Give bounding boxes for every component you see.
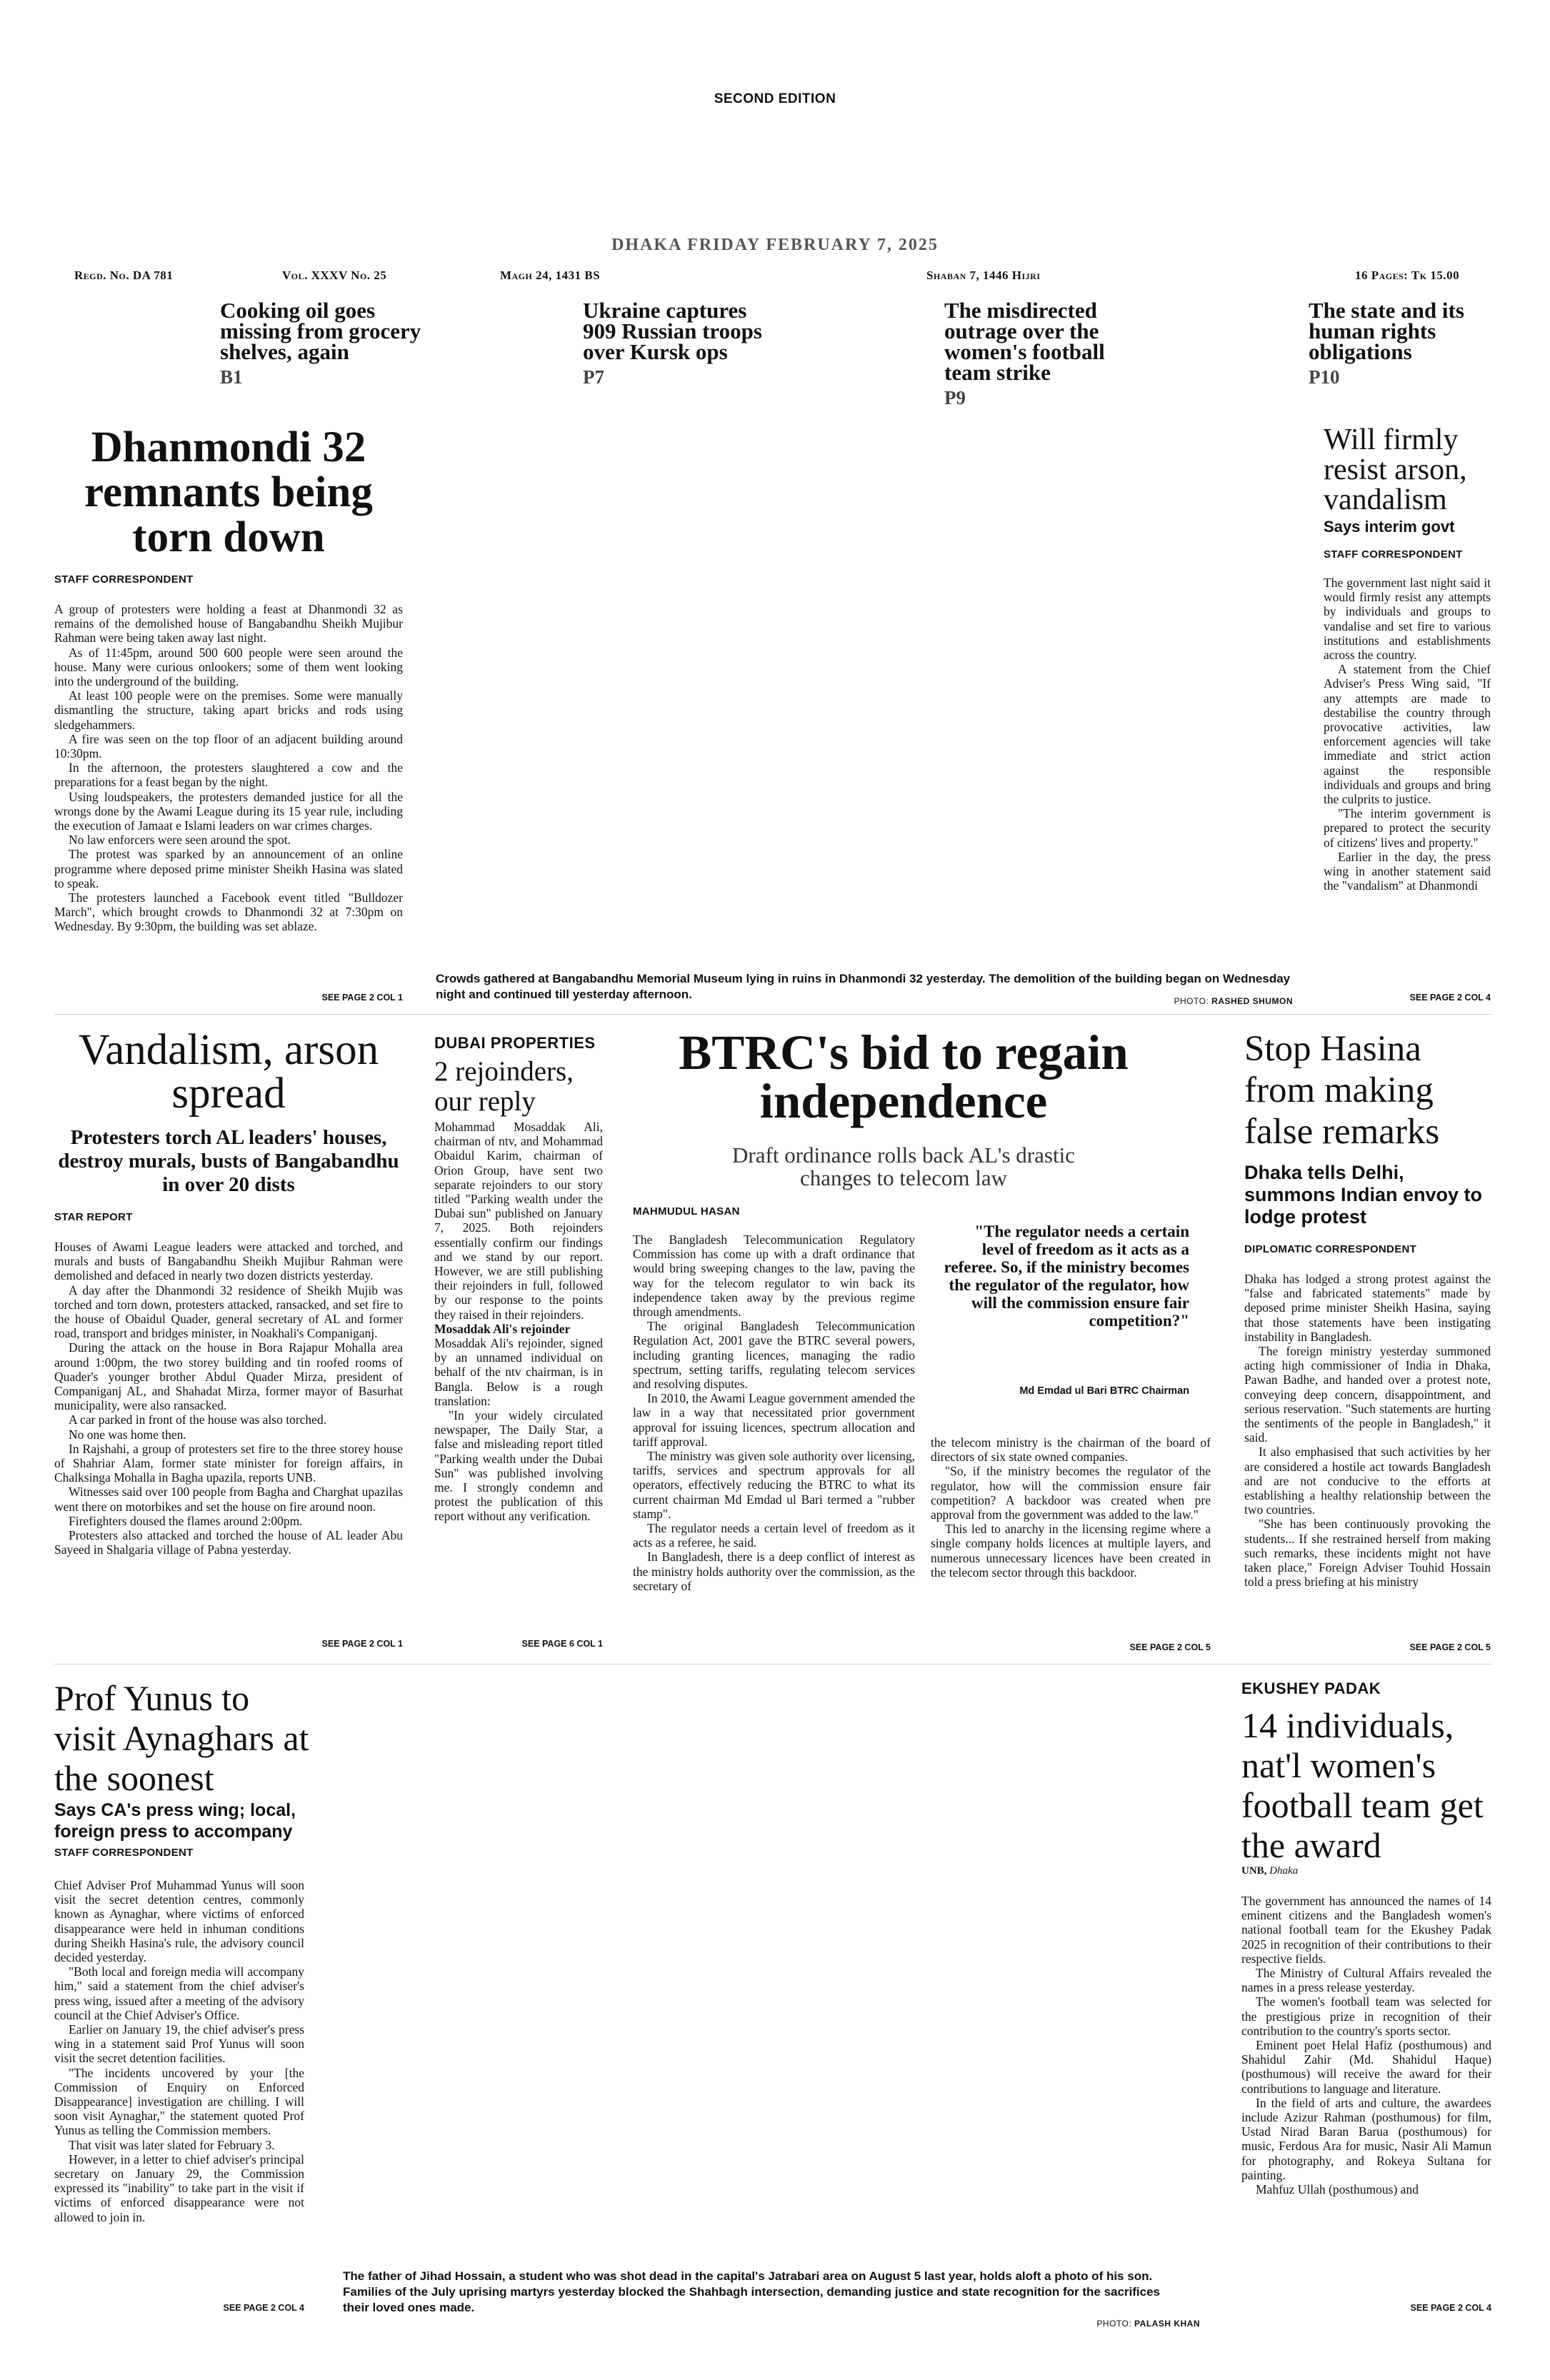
paragraph: Witnesses said over 100 people from Bagha and Charghat upazilas went there on motorbikes and set the house on fire around noon.	[54, 1485, 403, 1514]
teaser-page: P10	[1309, 366, 1340, 388]
paragraph: "So, if the ministry becomes the regulator of the regulator, how will the commission ensure fair competition? A backdoor was created when pre approval from the government was added to the law."	[931, 1464, 1211, 1522]
paragraph: The government has announced the names of 14 eminent citizens and the Bangladesh women's national football team for the Ekushey Padak 2025 in recognition of their contributions to their respective fields.	[1241, 1894, 1491, 1966]
yunus-byline: STAFF CORRESPONDENT	[54, 1847, 194, 1859]
paragraph: "In your widely circulated newspaper, The Daily Star, a false and misleading report titled "Parking wealth under the Dubai Sun" was published involving me. I strongly condemn and protest the publication of this report without any verification.	[434, 1408, 603, 1524]
dubai-body	[434, 1120, 603, 1524]
lead-byline: STAFF CORRESPONDENT	[54, 573, 194, 586]
arson-headline[interactable]: Will firmly resist arson, vandalism	[1324, 423, 1467, 516]
hasina-deck: Dhaka tells Delhi, summons Indian envoy to lodge protest	[1244, 1162, 1483, 1227]
photo-credit-name: RASHED SHUMON	[1211, 996, 1293, 1006]
btrc-jump-link[interactable]: SEE PAGE 2 COL 5	[1129, 1642, 1211, 1652]
hasina-byline: DIPLOMATIC CORRESPONDENT	[1244, 1243, 1417, 1255]
paragraph: The regulator needs a certain level of freedom as it acts as a referee, he said.	[633, 1521, 915, 1550]
teaser-title: The misdirected outrage over the women's football team strike	[944, 298, 1105, 385]
paragraph: "Both local and foreign media will accompany him," said a statement from the chief adviser's press wing, issued after a meeting of the advisory council at the Chief Adviser's Office.	[54, 1964, 304, 2022]
paragraph: The Ministry of Cultural Affairs revealed the names in a press release yesterday.	[1241, 1966, 1491, 1995]
paragraph: Mahfuz Ullah (posthumous) and	[1256, 2182, 1419, 2197]
dubai-jump-link[interactable]: SEE PAGE 6 COL 1	[521, 1639, 603, 1649]
paragraph: Dhaka has lodged a strong protest against the "false and fabricated statements" made by deposed prime minister Sheikh Hasina, saying that those statements have been instigating instability in Bangladesh.	[1244, 1272, 1491, 1344]
yunus-deck: Says CA's press wing; local, foreign press to accompany	[54, 1800, 296, 1842]
photo-credit-name: PALASH KHAN	[1134, 2319, 1200, 2329]
paragraph: This led to anarchy in the licensing regime where a single company holds licences at multiple layers, and numerous unnecessary licences have been created in the telecom sector through this backdoor.	[931, 1522, 1211, 1580]
paragraph: However, in a letter to chief adviser's principal secretary on January 29, the Commission expressed its "inability" to take part in the visit if victims of enforced disappearance were not allowed to join in.	[54, 2151, 304, 2224]
btrc-body-col1	[633, 1232, 915, 1593]
paragraph: Protesters also attacked and torched the house of AL leader Abu Sayeed in Shalgaria village of Pabna yesterday.	[54, 1528, 403, 1557]
paragraph: Eminent poet Helal Hafiz (posthumous) and Shahidul Zahir (Md. Shahidul Haque) (posthumous) will receive the award for their contributions to language and literature.	[1241, 2038, 1491, 2096]
paragraph: Firefighters doused the flames around 2:00pm.	[69, 1513, 303, 1528]
teaser-page: P7	[583, 366, 604, 388]
paragraph: During the attack on the house in Bora Rajapur Mohalla area around 1:00pm, the two storey building and tin roofed rooms of Quader's younger brother Abdul Quader Mirza, president of Companiganj AL, and Shahadat Mirza, former mayor of Basurhat municipality, were also ransacked.	[54, 1340, 403, 1413]
paragraph: It also emphasised that such activities by her are considered a hostile act towards Bangladesh and are not conducive to the efforts at establishing a healthy relationship between the two countries.	[1244, 1445, 1491, 1517]
paragraph: "The interim government is prepared to protect the security of citizens' lives and property."	[1324, 806, 1491, 850]
btrc-body-col2	[931, 1435, 1211, 1580]
teaser-page: P9	[944, 387, 966, 408]
dubai-kicker: DUBAI PROPERTIES	[434, 1034, 596, 1052]
btrc-pull-quote: "The regulator needs a certain level of freedom as it acts as a referee. So, if the ministry becomes the regulator of the regulator, how will the commission ensure fair competition?"	[944, 1222, 1189, 1330]
ekushey-kicker: EKUSHEY PADAK	[1241, 1679, 1381, 1697]
photo2-caption: The father of Jihad Hossain, a student who was shot dead in the capital's Jatrabari area on August 5 last year, holds aloft a photo of his son. Families of the July uprising martyrs yesterday blocked the Shahbagh intersection, demanding justice and state recognition for the sacrifices their loved ones made.	[343, 2269, 1161, 2314]
lead-jump-link[interactable]: SEE PAGE 2 COL 1	[321, 993, 403, 1003]
vandalism-headline[interactable]: Vandalism, arson spread	[78, 1026, 379, 1118]
paragraph: A day after the Dhanmondi 32 residence of Sheikh Mujib was torched and torn down, protesters attacked, ransacked, and set fire to the house of Obaidul Quader, general secretary of AL and former road, transport and bridges minister, in Noakhali's Companiganj.	[54, 1282, 403, 1341]
photo-credit-label: PHOTO:	[1096, 2319, 1132, 2329]
photo1-credit	[1000, 996, 1293, 1006]
vandalism-body	[54, 1240, 403, 1557]
paragraph: "She has been continuously provoking the students... If she restrained herself from making such remarks, these incidents might not have taken place," Foreign Adviser Touhid Hossain told a press briefing at his ministry	[1244, 1517, 1491, 1590]
yunus-body	[54, 1878, 304, 2224]
paragraph: In the field of arts and culture, the awardees include Azizur Rahman (posthumous) for film, Ustad Nirad Baran Barua (posthumous) for music, Ferdous Ara for music, Nasir Ali Mamun for photography, and Rokeya Sultana for painting.	[1241, 2095, 1491, 2182]
paragraph: Chief Adviser Prof Muhammad Yunus will soon visit the secret detention centres, commonly known as Aynaghar, where victims of enforced disappearance were held in inhuman conditions during Sheikh Hasina's rule, the advisory council decided yesterday.	[54, 1878, 304, 1965]
paragraph: The protesters launched a Facebook event titled "Bulldozer March", which brought crowds to Dhanmondi 32 at 7:30pm on Wednesday. By 9:30pm, the building was set ablaze.	[54, 890, 403, 934]
paragraph: In the afternoon, the protesters slaughtered a cow and the preparations for a feast began by the night.	[54, 760, 403, 790]
yunus-headline[interactable]: Prof Yunus to visit Aynaghars at the soonest	[54, 1678, 309, 1798]
paragraph: Mosaddak Ali's rejoinder, signed by an unnamed individual on behalf of the ntv chairman, is in Bangla. Below is a rough translation:	[434, 1336, 603, 1408]
btrc-deck: Draft ordinance rolls back AL's drastic changes to telecom law	[732, 1143, 1075, 1190]
btrc-quote-attribution: Md Emdad ul Bari BTRC Chairman	[1019, 1385, 1189, 1397]
dateline: DHAKA FRIDAY FEBRUARY 7, 2025	[611, 236, 939, 254]
paragraph: A group of protesters were holding a feast at Dhanmondi 32 as remains of the demolished house of Bangabandhu Sheikh Mujibur Rahman were being taken away last night.	[54, 602, 403, 646]
teaser-cooking-oil[interactable]	[220, 300, 434, 388]
hasina-jump-link[interactable]: SEE PAGE 2 COL 5	[1409, 1642, 1491, 1652]
hasina-body	[1244, 1272, 1491, 1589]
paragraph: No law enforcers were seen around the spot.	[69, 833, 291, 848]
teaser-football-strike[interactable]	[944, 300, 1137, 409]
paragraph: Houses of Awami League leaders were attacked and torched, and murals and busts of Bangabandhu Sheikh Mujibur Rahman were demolished and defaced in nearly two dozen districts yesterday.	[54, 1240, 403, 1283]
edition-label: SECOND EDITION	[714, 91, 836, 106]
section-divider	[54, 1664, 1491, 1665]
photo2-credit	[929, 2319, 1200, 2329]
section-divider	[54, 1014, 1491, 1015]
paragraph: The foreign ministry yesterday summoned acting high commissioner of India in Dhaka, Pawan Badhe, and handed over a protest note, conveying deep concern, disappointment, and serious reservation. "Such statements are hurting the sentiments of the people in Bangladesh," it said.	[1244, 1344, 1491, 1445]
paragraph: Earlier on January 19, the chief adviser's press wing in a statement said Prof Yunus will soon visit the secret detention facilities.	[54, 2022, 304, 2066]
paragraph: In Rajshahi, a group of protesters set fire to the three storey house of Shahriar Alam, former state minister for foreign affairs, in Chalksinga Mohalla in Bagha upazila, reports UNB.	[54, 1441, 403, 1485]
hijri-date: Shaban 7, 1446 Hijri	[926, 268, 1041, 282]
paragraph: The women's football team was selected for the prestigious prize in recognition of their contribution to the country's sports sector.	[1241, 1994, 1491, 2038]
paragraph: Using loudspeakers, the protesters demanded justice for all the wrongs done by the Awami League during its 15 year rule, including the execution of Jamaat e Islami leaders on war crimes charges.	[54, 789, 403, 833]
teaser-ukraine[interactable]	[583, 300, 776, 388]
vandalism-byline: STAR REPORT	[54, 1211, 133, 1223]
paragraph: The Bangladesh Telecommunication Regulatory Commission has come up with a draft ordinance that would bring sweeping changes to the law, paving the way for the telecom regulator to win back its independence taken away by the previous regime through amendments.	[633, 1232, 915, 1320]
pages-price: 16 Pages: Tk 15.00	[1355, 268, 1460, 282]
registration-number: Regd. No. DA 781	[74, 268, 174, 282]
paragraph: Earlier in the day, the press wing in another statement said the "vandalism" at Dhanmondi	[1324, 849, 1491, 893]
paragraph: "The incidents uncovered by your [the Commission of Enquiry on Enforced Disappearance] investigation are chilling. I will soon visit Aynaghar," the statement quoted Prof Yunus as telling the Commission members.	[54, 2065, 304, 2138]
paragraph: A car parked in front of the house was also torched.	[69, 1412, 327, 1427]
vandalism-jump-link[interactable]: SEE PAGE 2 COL 1	[321, 1639, 403, 1649]
byline-agency: UNB,	[1241, 1865, 1267, 1877]
paragraph: The protest was sparked by an announcement of an online programme where deposed prime minister Sheikh Hasina was slated to speak.	[54, 847, 403, 890]
arson-jump-link[interactable]: SEE PAGE 2 COL 4	[1409, 993, 1491, 1003]
paragraph: In 2010, the Awami League government amended the law in a way that necessitated prior government approval for issuing licences, spectrum allocation and tariff approval.	[633, 1391, 915, 1449]
paragraph: At least 100 people were on the premises. Some were manually dismantling the structure, taking apart bricks and rods using sledgehammers.	[54, 688, 403, 732]
teaser-page: B1	[220, 366, 243, 388]
paragraph: That visit was later slated for February 3.	[69, 2137, 275, 2152]
ekushey-byline	[1241, 1865, 1298, 1877]
paragraph: In Bangladesh, there is a deep conflict of interest as the ministry holds authority over the commission, as the secretary of	[633, 1550, 915, 1593]
btrc-byline: MAHMUDUL HASAN	[633, 1205, 740, 1217]
paragraph: The ministry was given sole authority over licensing, tariffs, services and spectrum approvals for all operators, effectively reducing the BTRC to what its current chairman Md Emdad ul Bari termed a "rubber stamp".	[633, 1449, 915, 1521]
teaser-title: The state and its human rights obligations	[1309, 298, 1464, 364]
paragraph: No one was home then.	[69, 1427, 186, 1442]
photo-credit-label: PHOTO:	[1174, 996, 1209, 1006]
subheading: Mosaddak Ali's rejoinder	[434, 1321, 571, 1336]
bangla-date: Magh 24, 1431 BS	[500, 268, 601, 282]
paragraph: The government last night said it would firmly resist any attempts by individuals and groups to vandalise and set fire to various institutions and establishments across the country.	[1324, 576, 1491, 663]
byline-place: Dhaka	[1269, 1865, 1299, 1877]
yunus-jump-link[interactable]: SEE PAGE 2 COL 4	[223, 2303, 304, 2313]
vandalism-deck: Protesters torch AL leaders' houses, destroy murals, busts of Bangabandhu in over 20 dists	[58, 1126, 399, 1196]
arson-byline: STAFF CORRESPONDENT	[1324, 548, 1463, 561]
teaser-human-rights[interactable]	[1309, 300, 1487, 388]
arson-deck: Says interim govt	[1324, 518, 1455, 536]
paragraph: The original Bangladesh Telecommunication Regulation Act, 2001 gave the BTRC several powers, including granting licences, managing the radio spectrum, setting tariffs, regulating telecom services and resolving disputes.	[633, 1319, 915, 1392]
teaser-title: Ukraine captures 909 Russian troops over Kursk ops	[583, 298, 762, 364]
teaser-title: Cooking oil goes missing from grocery shelves, again	[220, 298, 421, 364]
lead-headline[interactable]: Dhanmondi 32 remnants being torn down	[84, 423, 373, 561]
lead-body	[54, 602, 403, 934]
ekushey-headline[interactable]: 14 individuals, nat'l women's football team get the award	[1241, 1705, 1484, 1865]
ekushey-jump-link[interactable]: SEE PAGE 2 COL 4	[1410, 2303, 1491, 2313]
volume-number: Vol. XXXV No. 25	[282, 268, 387, 282]
paragraph: A fire was seen on the top floor of an adjacent building around 10:30pm.	[54, 731, 403, 761]
dubai-headline[interactable]: 2 rejoinders, our reply	[434, 1056, 574, 1117]
ekushey-body	[1241, 1894, 1491, 2196]
shahbagh-protest-photo	[343, 1674, 1200, 2264]
dhanmondi-32-photo	[436, 421, 1293, 964]
paragraph: the telecom ministry is the chairman of the board of directors of six state owned companies.	[931, 1435, 1211, 1465]
photo1-caption: Crowds gathered at Bangabandhu Memorial Museum lying in ruins in Dhanmondi 32 yesterday. The demolition of the building began on Wednesday night and continued till yesterday afternoon.	[436, 972, 1291, 1001]
paragraph: As of 11:45pm, around 500 600 people were seen around the house. Many were curious onlookers; some of them went looking into the underground of the building.	[54, 645, 403, 689]
btrc-headline[interactable]: BTRC's bid to regain independence	[679, 1025, 1129, 1128]
hasina-headline[interactable]: Stop Hasina from making false remarks	[1244, 1029, 1440, 1152]
paragraph: Mohammad Mosaddak Ali, chairman of ntv, and Mohammad Obaidul Karim, chairman of Orion Group, have sent two separate rejoinders to our story titled "Parking wealth under the Dubai sun" published on January 7, 2025. Both rejoinders essentially confirm our findings and we stand by our report. However, we are still publishing their rejoinders in full, followed by our response to the points they raised in their rejoinders.	[434, 1120, 603, 1322]
arson-body	[1324, 576, 1491, 893]
paragraph: A statement from the Chief Adviser's Press Wing said, "If any attempts are made to destabilise the country through provocative activities, law enforcement agencies will take immediate and strict action against the responsible individuals and groups and bring the culprits to justice.	[1324, 662, 1491, 807]
